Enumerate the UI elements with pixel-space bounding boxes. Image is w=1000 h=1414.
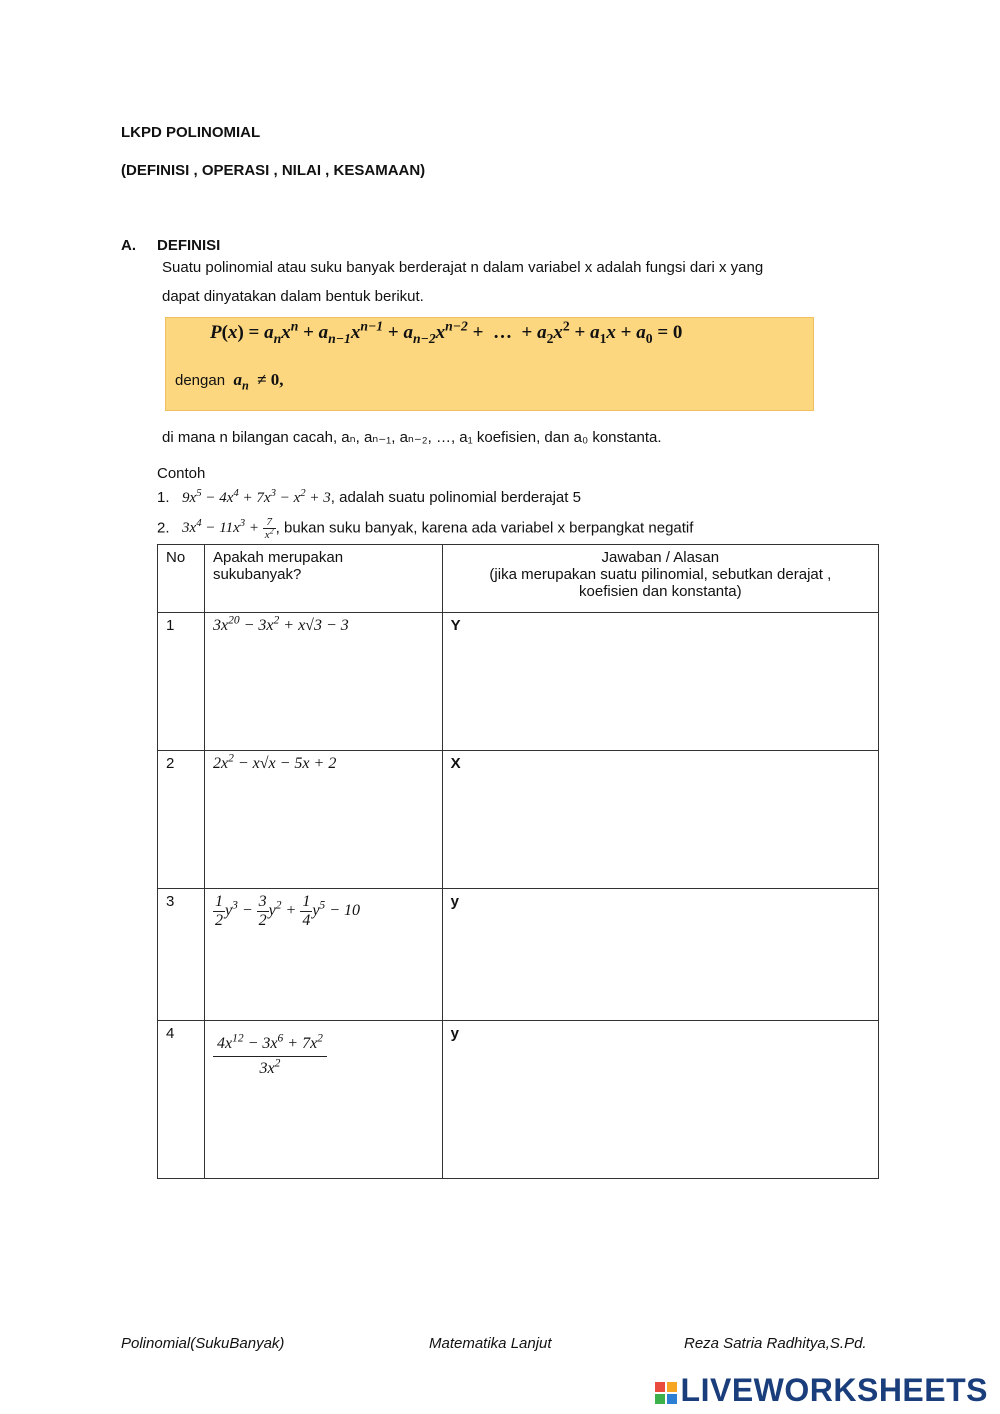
polynomial-formula: $P(x) = a_nx^n + a_{n-1}x^{n-1} + a_{n-2}x^{n-2}$ + … + $a_2x^2 + a_1x + a_0 = 0$ [210, 318, 683, 346]
definition-line-2: dapat dinyatakan dalam bentuk berikut. [162, 288, 424, 305]
header-no: No [158, 545, 205, 613]
liveworksheets-brand[interactable] [655, 1372, 988, 1409]
row-expression: $3x^{20} - 3x^2 + x√3 - 3$ [204, 613, 442, 751]
row-number: 2 [158, 751, 205, 889]
answer-value[interactable]: X [450, 755, 461, 772]
header-answer [442, 545, 878, 613]
table-row [158, 1021, 879, 1179]
section-title: DEFINISI [157, 237, 221, 254]
table-header-row [158, 545, 879, 613]
footer-right: Reza Satria Radhitya,S.Pd. [684, 1335, 867, 1352]
example-1-text: , adalah suatu polinomial berderajat 5 [330, 489, 581, 506]
example-2-text: , bukan suku banyak, karena ada variabel x berpangkat negatif [275, 519, 694, 537]
header-question: Apakah merupakan sukubanyak? [204, 545, 442, 613]
header-answer-hint: (jika merupakan suatu pilinomial, sebutkan derajat , koefisien dan konstanta) [489, 566, 832, 600]
footer-center: Matematika Lanjut [429, 1335, 552, 1352]
definition-note: di mana n bilangan cacah, aₙ, aₙ₋₁, aₙ₋₂, …, a₁ koefisien, dan a₀ konstanta. [162, 429, 662, 446]
table-row [158, 751, 879, 889]
condition-label: dengan [175, 372, 226, 389]
answer-cell[interactable] [442, 889, 878, 1021]
row-expression: $\frac{4x^{12} - 3x^6 + 7x^2}{3x^2}$ [204, 1021, 442, 1179]
definition-line-1: Suatu polinomial atau suku banyak berderajat n dalam variabel x adalah fungsi dari x yang [162, 259, 764, 276]
table-row [158, 889, 879, 1021]
answer-cell[interactable] [442, 751, 878, 889]
row-number: 3 [158, 889, 205, 1021]
answer-value[interactable]: y [450, 1025, 460, 1042]
answer-value[interactable]: y [450, 893, 460, 910]
row-expression: $2x^2 - x√x - 5x + 2$ [204, 751, 442, 889]
header-answer-title: Jawaban / Alasan [601, 549, 720, 566]
row-expression: $\frac{1}{2}$ $y^3$ − $\frac{3}{2}$ $y^2$ + $\frac{1}{4}$ $y^5 - 10$ [204, 889, 442, 1021]
section-letter: A. [121, 237, 136, 254]
brand-text: LIVEWORKSHEETS [680, 1372, 988, 1408]
liveworksheets-logo-icon [655, 1382, 677, 1404]
row-number: 4 [158, 1021, 205, 1179]
document-title: LKPD POLINOMIAL [121, 124, 261, 141]
example-heading: Contoh [157, 465, 206, 482]
table-row [158, 613, 879, 751]
answer-cell[interactable] [442, 1021, 878, 1179]
formula-condition: dengan $a_n \ne 0$, [175, 370, 284, 393]
example-item-1: 1. $9x^5 - 4x^4 + 7x^3 - x^2 + 3$, adalah suatu polinomial berderajat 5 [157, 487, 581, 506]
question-table [157, 544, 879, 1179]
answer-cell[interactable] [442, 613, 878, 751]
footer-left: Polinomial(SukuBanyak) [121, 1335, 285, 1352]
row-number: 1 [158, 613, 205, 751]
answer-value[interactable]: Y [450, 617, 461, 634]
example-item-2: 2. $3x^4 - 11x^3$ + $\frac{7}{x^2}$ , bukan suku banyak, karena ada variabel x berpangkat negatif [157, 516, 694, 541]
document-subtitle: (DEFINISI , OPERASI , NILAI , KESAMAAN) [121, 162, 426, 179]
